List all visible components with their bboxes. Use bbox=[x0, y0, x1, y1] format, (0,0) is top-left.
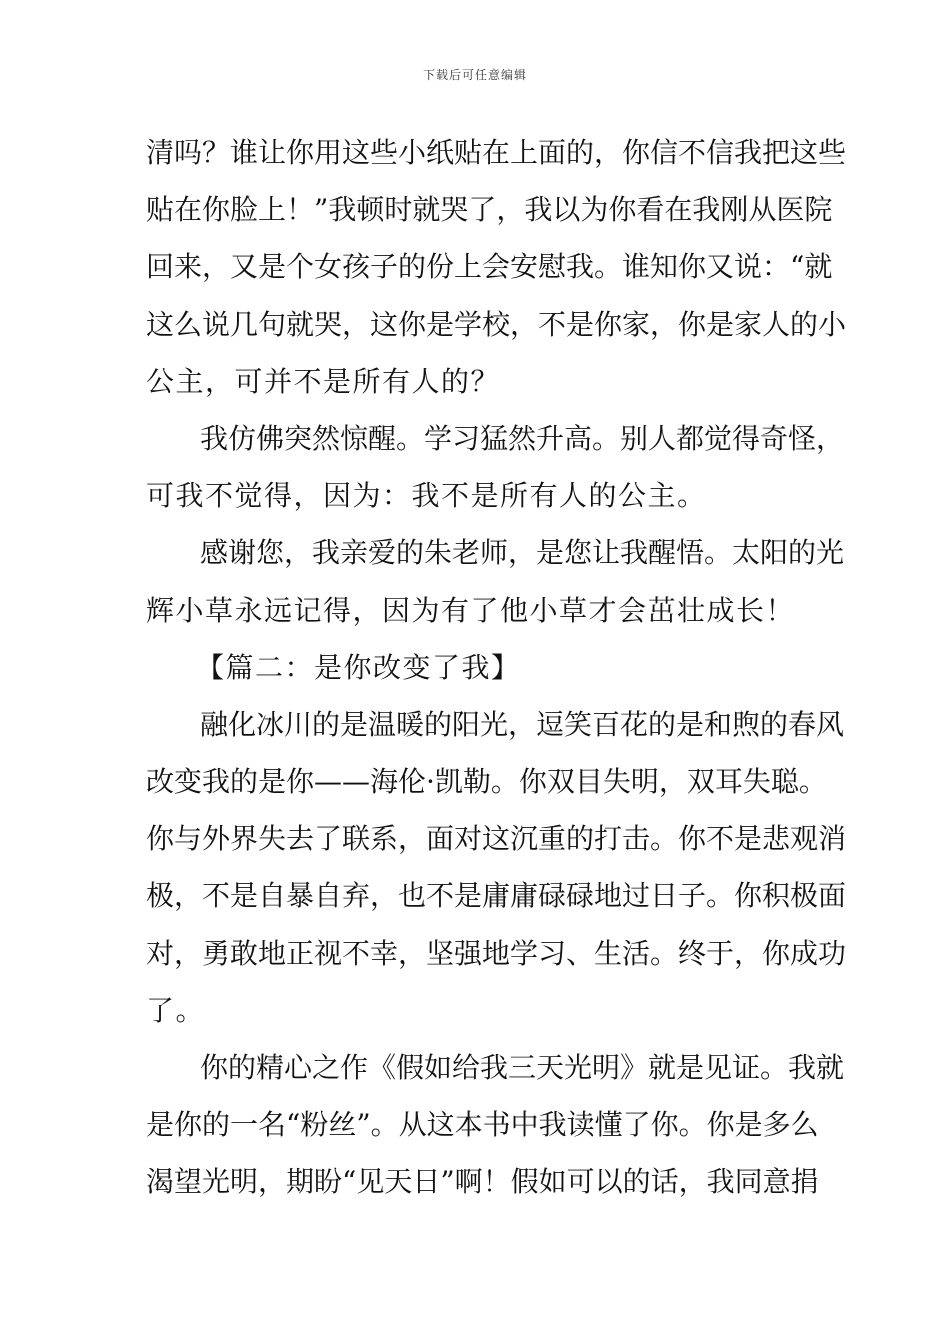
text-line: 渴望光明，期盼“见天日”啊！假如可以的话，我同意捐 bbox=[146, 1165, 819, 1199]
text-line: 你与外界失去了联系，面对这沉重的打击。你不是悲观消 bbox=[146, 822, 847, 856]
text-line: 我仿佛突然惊醒。学习猛然升高。别人都觉得奇怪， bbox=[200, 421, 845, 455]
text-line: 融化冰川的是温暖的阳光，逗笑百花的是和煦的春风 bbox=[200, 707, 845, 741]
text-line: 这么说几句就哭，这你是学校，不是你家，你是家人的小 bbox=[146, 307, 847, 341]
section-heading: 【篇二：是你改变了我】 bbox=[196, 650, 521, 684]
text-line: 感谢您，我亲爱的朱老师，是您让我醒悟。太阳的光 bbox=[200, 536, 845, 570]
text-line: 贴在你脸上！”我顿时就哭了，我以为你看在我刚从医院 bbox=[146, 193, 833, 227]
text-line: 清吗？谁让你用这些小纸贴在上面的，你信不信我把这些 bbox=[146, 136, 847, 169]
text-line: 你的精心之作《假如给我三天光明》就是见证。我就 bbox=[200, 1051, 845, 1084]
page-header: 下载后可任意编辑 bbox=[422, 68, 527, 82]
text-line: 辉小草永远记得，因为有了他小草才会茁壮成长！ bbox=[146, 593, 796, 627]
text-line: 是你的一名“粉丝”。从这本书中我读懂了你。你是多么 bbox=[146, 1108, 819, 1142]
text-line: 了。 bbox=[146, 993, 206, 1027]
text-line: 对，勇敢地正视不幸，坚强地学习、生活。终于，你成功 bbox=[146, 936, 847, 970]
document-body bbox=[146, 124, 847, 1211]
text-line: 公主，可并不是所有人的？ bbox=[146, 364, 501, 398]
text-line: 可我不觉得，因为：我不是所有人的公主。 bbox=[146, 479, 707, 513]
text-line: 改变我的是你——海伦·凯勒。你双目失明，双耳失聪。 bbox=[146, 765, 827, 799]
text-line: 极，不是自暴自弃，也不是庸庸碌碌地过日子。你积极面 bbox=[146, 879, 847, 913]
text-line: 回来，又是个女孩子的份上会安慰我。谁知你又说：“就 bbox=[146, 250, 833, 284]
